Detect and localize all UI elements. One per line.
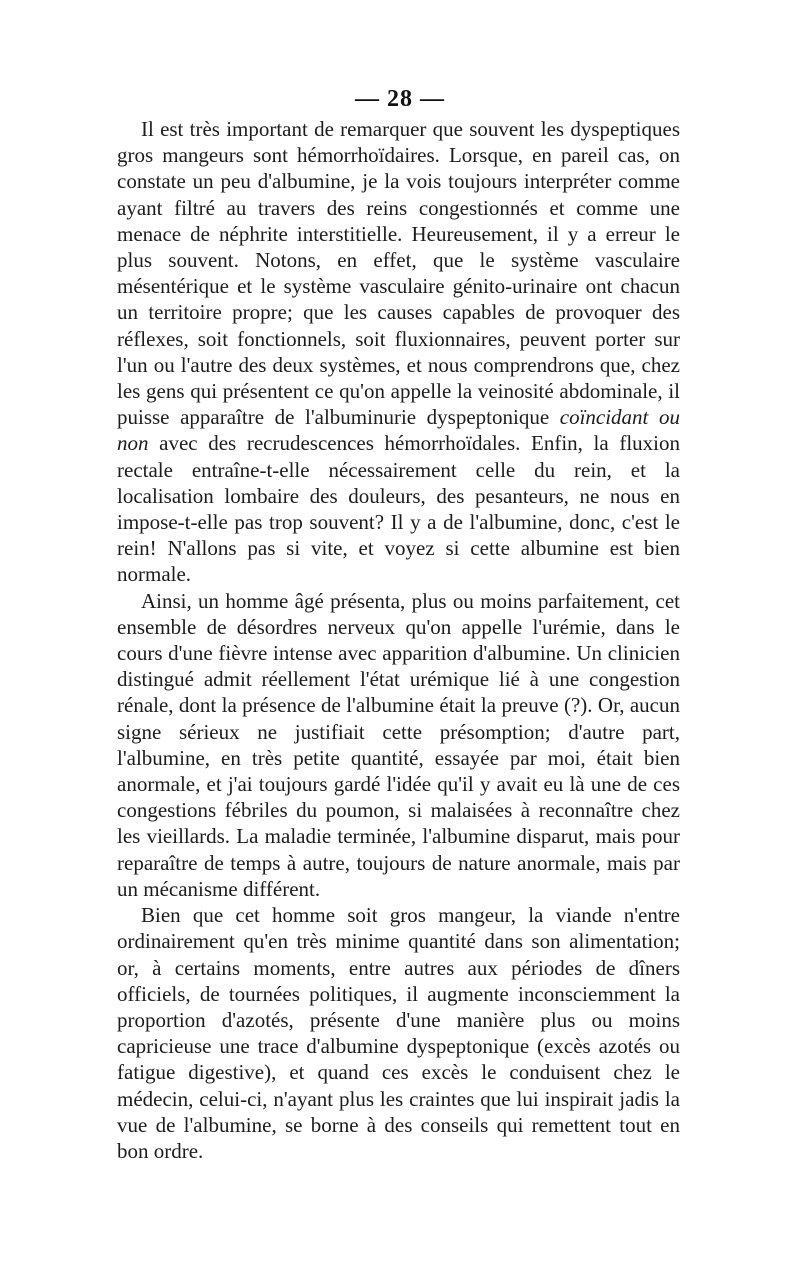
paragraph-1 (117, 116, 680, 588)
body-text (117, 116, 680, 1164)
paragraph-2: Ainsi, un homme âgé présenta, plus ou moins parfaitement, cet ensemble de désordres nerveux qu'on appelle l'urémie, dans le cours d'une fièvre intense avec apparition d'albumine. Un clinicien distingué admit réellement l'état urémique lié à une congestion rénale, dont la présence de l'albumine était la preuve (?). Or, aucun signe sérieux ne justifiait cette présomption; d'autre part, l'albumine, en très petite quantité, essayée par moi, était bien anormale, et j'ai toujours gardé l'idée qu'il y avait eu là une de ces congestions fébriles du poumon, si malaisées à reconnaître chez les vieillards. La maladie terminée, l'albumine disparut, mais pour reparaître de temps à autre, toujours de nature anormale, mais par un mécanisme différent. (117, 588, 680, 901)
paragraph-1-text: Il est très important de remarquer que souvent les dyspeptiques gros mangeurs sont hémorrhoïdaires. Lorsque, en pareil cas, on constate un peu d'albumine, je la vois toujours interpréter comme ayant filtré au travers des reins congestionnés et comme une menace de néphrite interstitielle. Heureusement, il y a erreur le plus souvent. Notons, en effet, que le système vasculaire mésentérique et le système vasculaire génito-urinaire ont chacun un territoire propre; que les causes capables de provoquer des réflexes, soit fonctionnels, soit fluxionnaires, peuvent porter sur l'un ou l'autre des deux systèmes, et nous comprendrons que, chez les gens qui présentent ce qu'on appelle la veinosité abdominale, il puisse apparaître de l'albuminurie dyspeptonique (117, 117, 680, 430)
paragraph-3: Bien que cet homme soit gros mangeur, la viande n'entre ordinairement qu'en très minime quantité dans son alimentation; or, à certains moments, entre autres aux périodes de dîners officiels, de tournées politiques, il augmente inconsciemment la proportion d'azotés, présente d'une manière plus ou moins capricieuse une trace d'albumine dyspeptonique (excès azotés ou fatigue digestive), et quand ces excès le conduisent chez le médecin, celui-ci, n'ayant plus les craintes que lui inspirait jadis la vue de l'albumine, se borne à des conseils qui remettent tout en bon ordre. (117, 903, 680, 1163)
paragraph-1-text-after: avec des recrudescences hémorrhoïdales. Enfin, la fluxion rectale entraîne-t-elle nécessairement celle du rein, et la localisation lombaire des douleurs, des pesanteurs, ne nous en impose-t-elle pas trop souvent? Il y a de l'albumine, donc, c'est le rein! N'allons pas si vite, et voyez si cette albumine est bien normale. (117, 431, 680, 587)
paragraph-1-italic: coïncidant ou non (117, 405, 680, 456)
page-number: — 28 — (0, 86, 800, 113)
